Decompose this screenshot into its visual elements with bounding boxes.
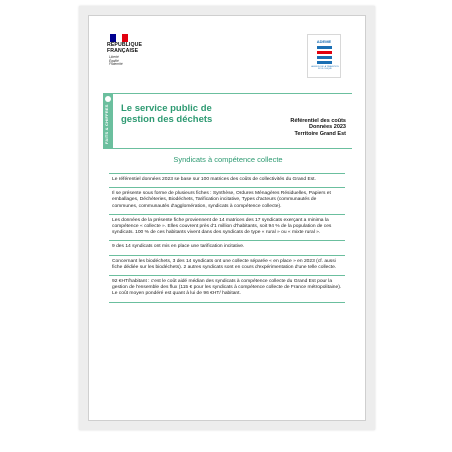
rf-motto-line2: Égalité: [109, 58, 119, 63]
rf-motto: [109, 56, 123, 67]
side-tab-dot-icon: [105, 96, 111, 102]
rf-title: [107, 43, 142, 54]
ademe-tagline: AGENCE DE LA TRANSITION ÉCOLOGIQUE: [311, 66, 339, 71]
reference-line2: Données 2023: [309, 124, 346, 131]
content-list: [109, 173, 345, 303]
rf-motto-line3: Fraternité: [109, 62, 123, 67]
rf-motto-line1: Liberté: [109, 55, 119, 59]
ademe-name: ADEME: [316, 39, 332, 44]
reference-line1: Référentiel des coûts: [290, 118, 346, 124]
side-tab: [103, 94, 113, 149]
title-block: [103, 93, 352, 149]
side-tab-label: FAITS & CHIFFRES: [104, 104, 109, 144]
paragraph-box: 9 des 14 syndicats ont mis en place une tarification incitative.: [109, 240, 345, 254]
page-title: Le service public de gestion des déchets: [121, 103, 213, 125]
paragraph-box: Il se présente sous forme de plusieurs fiches : Synthèse, Ordures Ménagères Résiduelles, Papiers et emballages, Déchèteries, Biodéchets, Tarification incitative, Types d'acteurs (communautés de communes, communautés d'agglomération, syndicats à compétence collecte).: [109, 187, 345, 214]
document-page: [88, 15, 366, 421]
reference-block: [236, 118, 346, 137]
paragraph-box: Les données de la présente fiche proviennent de 14 matrices des 17 syndicats exerçant a minima la compétence « collecte ». Elles couvrent près d'1 million d'habitants, soit 94 % de la population de ces syndicats. 100 % de ces habitants vivent dans des syndicats de type « rural » ou « mixte rural ».: [109, 214, 345, 241]
french-flag-icon: [110, 34, 128, 42]
rf-title-line2: FRANÇAISE: [107, 47, 139, 54]
ademe-emblem-icon: [317, 46, 332, 64]
rf-title-line1: RÉPUBLIQUE: [107, 42, 143, 48]
reference-line3: Territoire Grand Est: [294, 130, 346, 137]
paragraph-box: Le référentiel données 2023 se base sur 100 matrices des coûts de collectivités du Grand Est.: [109, 173, 345, 187]
ademe-logo: [307, 34, 341, 78]
paragraph-box: Concernant les biodéchets, 3 des 14 syndicats ont une collecte séparée « en place » en 2023 (cf. aussi fiche dédiée sur les biodéchets). 2 autres syndicats sont en cours d'expérimentation d'une telle collecte.: [109, 255, 345, 275]
section-subtitle: Syndicats à compétence collecte: [173, 155, 283, 164]
paragraph-box: 92 €HT/habitant : c'est le coût aidé médian des syndicats à compétence collecte du Grand Est pour la gestion de l'ensemble des flux (115 € pour les syndicats à compétence collecte de France métropolitaine). Le coût moyen pondéré est quant à lui de 96 €HT/ habitant.: [109, 275, 345, 303]
